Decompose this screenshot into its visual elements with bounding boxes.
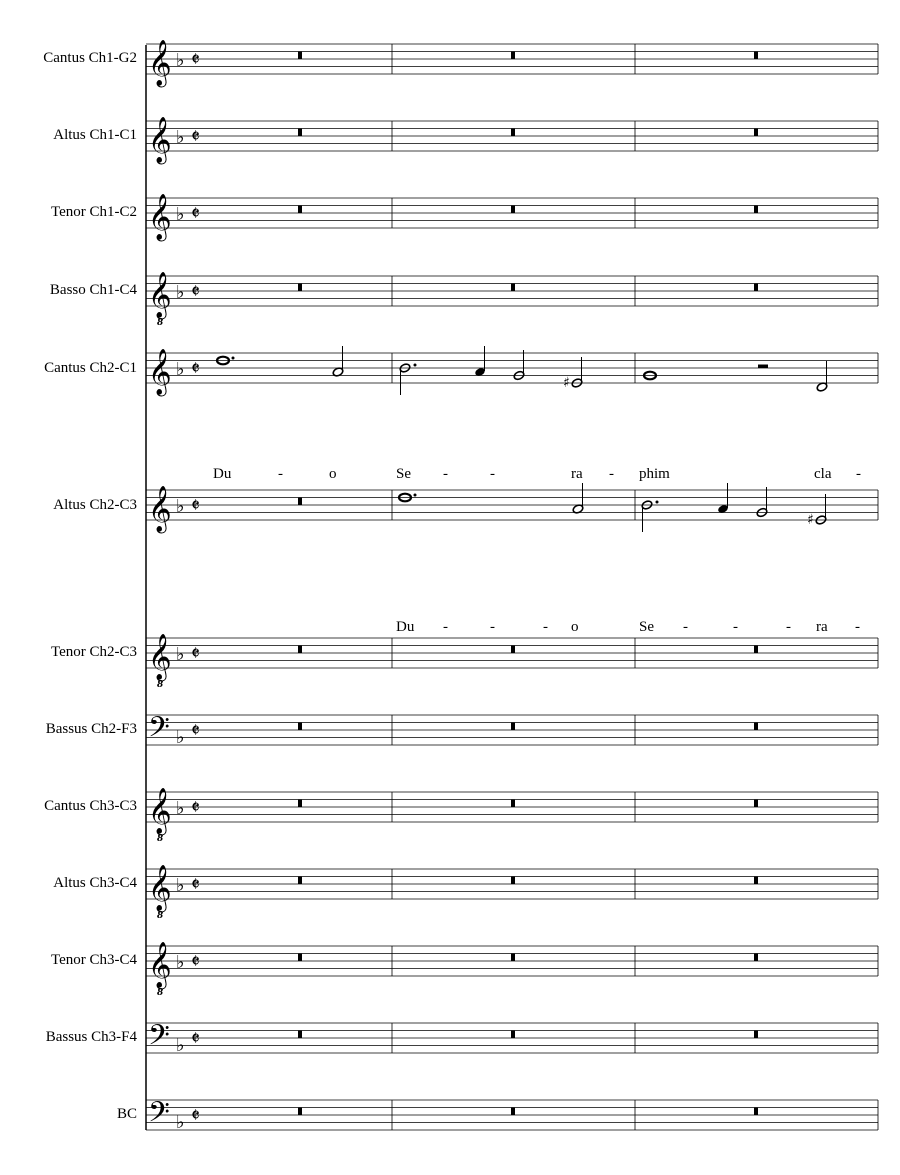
staff-bassus-ch3	[46, 1019, 878, 1059]
whole-rest-icon	[754, 52, 758, 60]
half-rest-icon	[758, 365, 768, 369]
octave-down-icon: 8	[157, 911, 164, 921]
treble-clef-icon: 𝄞	[148, 349, 172, 395]
treble-clef-icon: 𝄞	[148, 788, 172, 834]
staff-bassus-ch2	[46, 711, 878, 751]
flat-icon: ♭	[176, 798, 185, 819]
flat-icon: ♭	[176, 50, 185, 71]
cut-time-icon: 𝄵	[191, 356, 200, 380]
cut-time-icon: 𝄵	[191, 949, 200, 973]
whole-rest-icon	[511, 129, 515, 137]
cut-time-icon: 𝄵	[191, 47, 200, 71]
flat-icon: ♭	[176, 1112, 185, 1133]
cut-time-icon: 𝄵	[191, 1103, 200, 1127]
staff-name: Altus Ch1-C1	[53, 127, 137, 143]
sharp-icon: ♯	[563, 375, 570, 391]
flat-icon: ♭	[176, 952, 185, 973]
staff-name: Tenor Ch2-C3	[50, 644, 137, 660]
lyric-hyphen: -	[443, 619, 448, 635]
staff-name: Altus Ch2-C3	[53, 497, 137, 513]
bass-clef-icon: 𝄢	[148, 711, 170, 751]
lyric-hyphen: -	[786, 619, 791, 635]
whole-rest-icon	[754, 129, 758, 137]
treble-clef-icon: 𝄞	[148, 117, 172, 163]
whole-rest-icon	[298, 129, 302, 137]
treble-clef-icon: 𝄞	[148, 865, 172, 911]
lyric-hyphen: -	[278, 466, 283, 482]
whole-rest-icon	[511, 52, 515, 60]
flat-icon: ♭	[176, 127, 185, 148]
flat-icon: ♭	[176, 359, 185, 380]
cut-time-icon: 𝄵	[191, 124, 200, 148]
staff-name: Bassus Ch2-F3	[45, 721, 137, 737]
lyric-syllable: ra	[571, 466, 583, 482]
whole-rest-icon	[511, 206, 515, 214]
whole-rest-icon	[511, 877, 515, 885]
cut-time-icon: 𝄵	[191, 641, 200, 665]
lyric-syllable: Du	[396, 619, 415, 635]
lyric-hyphen: -	[855, 619, 860, 635]
bass-clef-icon: 𝄢	[148, 1096, 170, 1136]
whole-rest-icon	[298, 206, 302, 214]
lyric-syllable: phim	[639, 466, 670, 482]
staff-cantus-ch2	[44, 346, 878, 482]
staff-cantus-ch3	[44, 788, 878, 844]
lyric-hyphen: -	[609, 466, 614, 482]
lyric-hyphen: -	[443, 466, 448, 482]
staff-name: Altus Ch3-C4	[53, 875, 137, 891]
treble-clef-icon: 𝄞	[148, 634, 172, 680]
octave-down-icon: 8	[157, 680, 164, 690]
lyric-syllable: Se	[396, 466, 411, 482]
whole-rest-icon	[298, 52, 302, 60]
treble-clef-icon: 𝄞	[148, 194, 172, 240]
dot	[232, 357, 235, 360]
treble-clef-icon: 𝄞	[148, 486, 172, 532]
staff-name: Bassus Ch3-F4	[45, 1029, 137, 1045]
lyric-hyphen: -	[490, 466, 495, 482]
whole-rest-icon	[754, 1108, 758, 1116]
whole-rest-icon	[754, 206, 758, 214]
lyric-syllable: o	[571, 619, 579, 635]
whole-rest-icon	[298, 1108, 302, 1116]
treble-clef-icon: 𝄞	[148, 40, 172, 86]
sharp-icon: ♯	[807, 512, 814, 528]
treble-clef-icon: 𝄞	[148, 942, 172, 988]
whole-rest-icon	[511, 723, 515, 731]
staff-altus-ch3	[53, 865, 878, 921]
staff-name: Cantus Ch3-C3	[44, 798, 137, 814]
whole-rest-icon	[511, 1108, 515, 1116]
octave-down-icon: 8	[157, 834, 164, 844]
staff-tenor-ch2	[51, 634, 878, 690]
staff-tenor-ch3	[51, 942, 878, 998]
whole-rest-icon	[298, 284, 302, 292]
whole-rest-icon	[298, 723, 302, 731]
whole-rest-icon	[754, 954, 758, 962]
cut-time-icon: 𝄵	[191, 493, 200, 517]
lyric-syllable: ra	[816, 619, 828, 635]
treble-clef-icon: 𝄞	[148, 272, 172, 318]
flat-icon: ♭	[176, 496, 185, 517]
octave-down-icon: 8	[157, 988, 164, 998]
lyric-hyphen: -	[733, 619, 738, 635]
whole-rest-icon	[298, 498, 302, 506]
bass-clef-icon: 𝄢	[148, 1019, 170, 1059]
staff-bc	[117, 1096, 878, 1136]
whole-rest-icon	[298, 877, 302, 885]
staff-altus-ch2	[53, 483, 878, 635]
staff-name: Cantus Ch1-G2	[43, 50, 137, 66]
whole-rest-icon	[754, 723, 758, 731]
flat-icon: ♭	[176, 875, 185, 896]
staff-name: Tenor Ch3-C4	[50, 952, 137, 968]
lyric-hyphen: -	[543, 619, 548, 635]
flat-icon: ♭	[176, 204, 185, 225]
staff-cantus-ch1	[43, 40, 878, 88]
whole-rest-icon	[754, 1031, 758, 1039]
flat-icon: ♭	[176, 727, 185, 748]
whole-rest-icon	[754, 646, 758, 654]
lyric-syllable: Du	[213, 466, 232, 482]
whole-rest-icon	[511, 800, 515, 808]
staff-basso-ch1	[50, 272, 878, 328]
staff-altus-ch1	[53, 117, 878, 165]
cut-time-icon: 𝄵	[191, 872, 200, 896]
whole-rest-icon	[511, 954, 515, 962]
flat-icon: ♭	[176, 644, 185, 665]
lyric-syllable: Se	[639, 619, 654, 635]
cut-time-icon: 𝄵	[191, 718, 200, 742]
octave-down-icon: 8	[157, 318, 164, 328]
whole-rest-icon	[754, 284, 758, 292]
cut-time-icon: 𝄵	[191, 795, 200, 819]
lyric-syllable: o	[329, 466, 337, 482]
whole-rest-icon	[298, 800, 302, 808]
whole-rest-icon	[298, 1031, 302, 1039]
cut-time-icon: 𝄵	[191, 1026, 200, 1050]
whole-rest-icon	[298, 954, 302, 962]
flat-icon: ♭	[176, 282, 185, 303]
cut-time-icon: 𝄵	[191, 201, 200, 225]
staff-name: Basso Ch1-C4	[49, 282, 137, 298]
lyric-hyphen: -	[490, 619, 495, 635]
staff-tenor-ch1	[51, 194, 878, 242]
whole-rest-icon	[511, 284, 515, 292]
staff-name: Tenor Ch1-C2	[50, 204, 137, 220]
whole-rest-icon	[511, 646, 515, 654]
cut-time-icon: 𝄵	[191, 279, 200, 303]
whole-rest-icon	[298, 646, 302, 654]
whole-rest-icon	[511, 1031, 515, 1039]
whole-rest-icon	[754, 800, 758, 808]
staff-name: Cantus Ch2-C1	[44, 360, 137, 376]
whole-rest-icon	[754, 877, 758, 885]
staff-name: BC	[116, 1106, 137, 1122]
lyric-hyphen: -	[683, 619, 688, 635]
flat-icon: ♭	[176, 1035, 185, 1056]
lyric-syllable: cla	[814, 466, 832, 482]
lyric-hyphen: -	[856, 466, 861, 482]
